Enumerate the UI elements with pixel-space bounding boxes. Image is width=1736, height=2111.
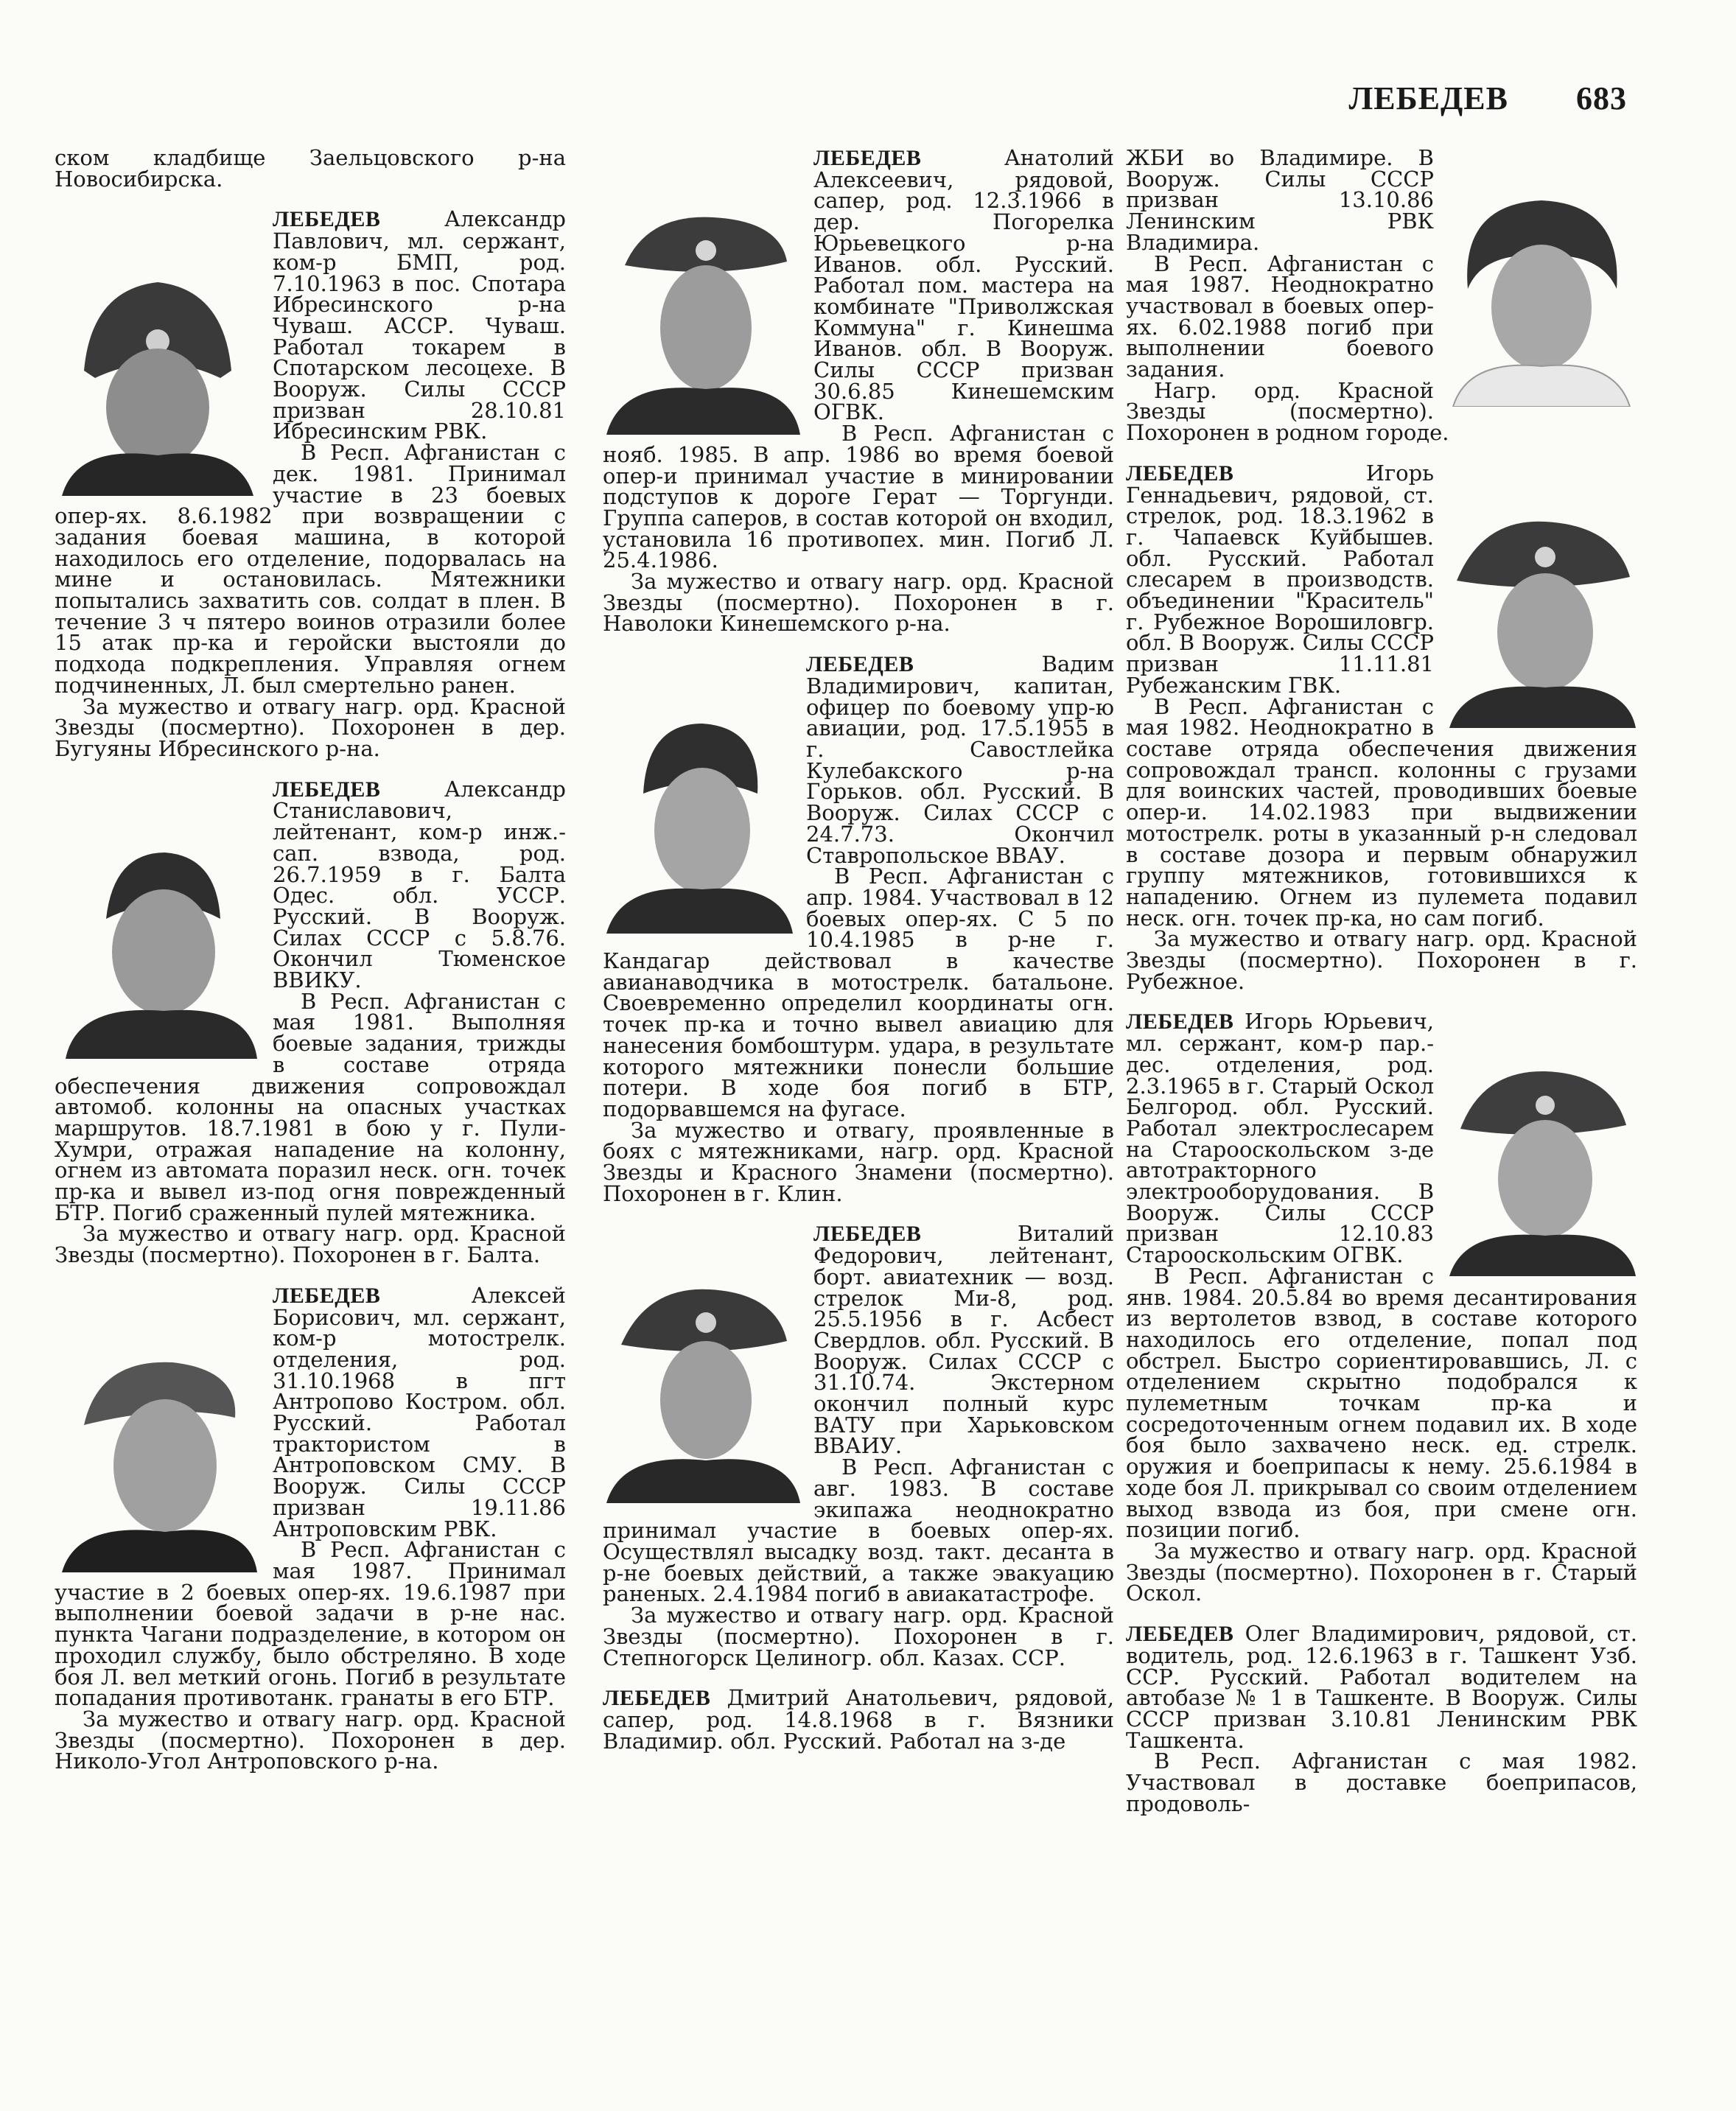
column-2: [603, 147, 1114, 1771]
entry-paragraph: [603, 1685, 1114, 1754]
entry-text: Александр Павлович, мл. сержант, ком-р БМП, род. 7.10.1963 в пос. Спотара Ибресинского р-на Чуваш. АССР. Чуваш. Работал токарем в Спотарском лесоцехе. В Вооруж. Силы СССР призван 28.10.81 Ибресинским РВК.: [273, 206, 566, 444]
entry-paragraph: В Респ. Афганистан с мая 1987. Принимал участие в 2 боевых опер-ях. 19.6.1987 при выполнении боевой задачи в р-не нас. пункта Чагани подразделение, в котором он проходил службу, было обстреляно. В ходе боя Л. вел меткий огонь. Погиб в результате попадания противотанк. гранаты в его БТР.: [55, 1537, 566, 1711]
entry-paragraph: В Респ. Афганистан с мая 1982. Неоднократно в составе отряда обеспечения движения сопровождал трансп. колонны с грузами для воинских частей, проводивших боевые опер-и. 14.02.1983 при выдвижении мотострелк. роты в указанный р-н следовал в составе дозора и первым обнаружил группу мятежников, готовившихся к нападению. Огнем из пулемета подавил неск. огн. точек пр-ка, но сам погиб.: [1126, 693, 1637, 931]
portrait-photo: [1446, 186, 1637, 407]
entry-text: Дмитрий Анатольевич, рядовой, сапер, род. 14.8.1968 в г. Вязники Владимир. обл. Русский. Работал на з-де: [603, 1685, 1114, 1754]
entry-paragraph: За мужество и отвагу нагр. орд. Красной Звезды (посмертно). Похоронен в дер. Бугуяны Ибресинского р-на.: [55, 693, 566, 761]
entry-continuation: [1126, 147, 1637, 444]
entry-paragraph: За мужество и отвагу, проявленные в боях с мятежниками, нагр. орд. Красной Звезды и Красного Знамени (посмертно). Похоронен в г. Клин.: [603, 1117, 1114, 1206]
portrait-photo: [55, 830, 261, 1059]
running-head-title: ЛЕБЕДЕВ: [1348, 80, 1508, 116]
portrait-photo: [55, 1337, 261, 1572]
entry-text: Виталий Федорович, лейтенант, борт. авиатехник — возд. стрелок Ми-8, род. 25.5.1956 в г. Асбест Свердлов. обл. Русский. В Вооруж. Силах СССР с 31.10.74. Экстерном окончил полный курс ВАТУ при Харьковском ВВАИУ.: [813, 1221, 1114, 1459]
entry-lebedev-oleg-vladimirovich: [1126, 1623, 1637, 1814]
portrait-photo: [603, 705, 794, 934]
entry-paragraph: В Респ. Афганистан с мая 1982. Участвовал в доставке боеприпасов, продоволь-: [1126, 1748, 1637, 1816]
entry-paragraph: В Респ. Афганистан с дек. 1981. Принимал участие в 23 боевых опер-ях. 8.6.1982 при возвращении с задания боевая машина, в которой находилось его отделение, подорвалась на мине и остановилась. Мятежники попытались захватить сов. солдат в плен. В течение 3 ч пятеро воинов отразили более 15 атак пр-ка и геройски выстояли до подхода подкрепления. Управляя огнем подчиненных, Л. был смертельно ранен.: [55, 440, 566, 698]
portrait-photo: [603, 199, 802, 435]
entry-paragraph: За мужество и отвагу нагр. орд. Красной Звезды (посмертно). Похоронен в г. Рубежное.: [1126, 926, 1637, 994]
entry-paragraph: В Респ. Афганистан с авг. 1983. В составе экипажа неоднократно принимал участие в боевых опер-ях. Осуществлял высадку возд. такт. десанта в р-не боевых действий, а также эвакуацию раненых. 2.4.1984 погиб в авиакатастрофе.: [603, 1454, 1114, 1607]
entry-text: Александр Станиславович, лейтенант, ком-р инж.-сап. взвода, род. 26.7.1959 в г. Балта Одес. обл. УССР. Русский. В Вооруж. Силах СССР с 5.8.76. Окончил Тюменское ВВИКУ.: [273, 776, 566, 993]
entry-paragraph: [1126, 1623, 1637, 1751]
column-1: [55, 147, 566, 1791]
entry-paragraph: В Респ. Афганистан с мая 1987. Неоднократно участвовал в боевых опер-ях. 6.02.1988 погиб при выполнении боевого задания.: [1126, 251, 1434, 382]
page-number: 683: [1576, 80, 1627, 116]
entry-text: Анатолий Алексеевич, рядовой, сапер, род. 12.3.1966 в дер. Погорелка Юрьевецкого р-на Иванов. обл. Русский. Работал пом. мастера на комбинате "Приволжская Коммуна" г. Кинешма Иванов. обл. В Вооруж. Силы СССР призван 30.6.85 Кинешемским ОГВК.: [813, 145, 1114, 425]
entry-lebedev-aleksey-borisovich: [55, 1282, 566, 1774]
entry-lebedev-vitaliy-fedorovich: [603, 1223, 1114, 1668]
entry-lebedev-aleksandr-stanislavovich: [55, 776, 566, 1268]
entry-paragraph: Нагр. орд. Красной Звезды (посмертно). Похоронен в родном городе.: [1126, 377, 1449, 446]
entry-surname: ЛЕБЕДЕВ: [813, 1222, 922, 1247]
entry-lebedev-igor-gennadevich: [1126, 460, 1637, 994]
entry-continuation: [55, 145, 566, 192]
entry-paragraph: ЖБИ во Владимире. В Вооруж. Силы СССР призван 13.10.86 Ленинским РВК Владимира.: [1126, 145, 1434, 255]
entry-lebedev-aleksandr-pavlovich: [55, 206, 566, 761]
entry-lebedev-igor-yurevich: [1126, 1011, 1637, 1604]
entry-text: Игорь Юрьевич, мл. сержант, ком-р пар.-дес. отделения, род. 2.3.1965 в г. Старый Оскол Белгород. обл. Русский. Работал электрослесарем на Старооскольском з-де автотракторного электрооборудования. В Вооруж. Силы СССР призван 12.10.83 Старооскольским ОГВК.: [1126, 1009, 1434, 1268]
entry-paragraph: За мужество и отвагу нагр. орд. Красной Звезды (посмертно). Похоронен в г. Балта.: [55, 1221, 566, 1268]
entry-lebedev-anatoliy-alekseevich: [603, 145, 1114, 637]
column-3: [1126, 147, 1637, 1833]
entry-paragraph: За мужество и отвагу нагр. орд. Красной Звезды (посмертно). Похоронен в дер. Николо-Угол Антроповского р-на.: [55, 1706, 566, 1774]
portrait-photo: [603, 1275, 802, 1503]
entry-text: Алексей Борисович, мл. сержант, ком-р мотострелк. отделения, род. 31.10.1968 в пгт Антропово Костром. обл. Русский. Работал трактористом в Антроповском СМУ. В Вооруж. Силы СССР призван 19.11.86 Антроповским РВК.: [273, 1282, 566, 1541]
portrait-photo: [1446, 1055, 1637, 1276]
entry-surname: ЛЕБЕДЕВ: [806, 652, 914, 677]
entry-surname: ЛЕБЕДЕВ: [813, 146, 922, 170]
entry-paragraph: В Респ. Афганистан с апр. 1984. Участвовал в 12 боевых опер-ях. С 5 по 10.4.1985 в р-не г. Кандагар действовал в качестве авианаводчика в мотострелк. батальоне. Своевременно определил координаты огн. точек пр-ка и точно вывел авиацию для нанесения бомбоштурм. удара, в результате которого мятежники понесли большие потери. В ходе боя погиб в БТР, подорвавшемся на фугасе.: [603, 864, 1114, 1121]
entry-lebedev-dmitriy-anatolevich: [603, 1685, 1114, 1754]
portrait-photo: [55, 260, 261, 496]
entry-text: Игорь Геннадьевич, рядовой, ст. стрелок, род. 18.3.1962 в г. Чапаевск Куйбышев. обл. Русский. Работал слесарем в производств. объединении "Краситель" г. Рубежное Ворошиловгр. обл. В Вооруж. Силы СССР призван 11.11.81 Рубежанским ГВК.: [1126, 460, 1434, 698]
entry-surname: ЛЕБЕДЕВ: [273, 207, 381, 232]
entry-text: Олег Владимирович, рядовой, ст. водитель, род. 12.6.1963 в г. Ташкент Узб. ССР. Русский. Работал водителем на автобазе № 1 в Ташкенте. В Вооруж. Силы СССР призван 3.10.81 Ленинским РВК Ташкента.: [1126, 1621, 1637, 1753]
entry-paragraph: За мужество и отвагу нагр. орд. Красной Звезды (посмертно). Похоронен в г. Наволоки Кинешемского р-на.: [603, 569, 1114, 637]
entry-text: Вадим Владимирович, капитан, офицер по боевому упр-ю авиации, род. 17.5.1955 в г. Савостлейка Кулебакского р-на Горьков. обл. Русский. В Вооруж. Силах СССР с 24.7.73. Окончил Ставропольское ВВАУ.: [806, 651, 1114, 868]
entry-surname: ЛЕБЕДЕВ: [1126, 1009, 1234, 1035]
entry-surname: ЛЕБЕДЕВ: [273, 1283, 381, 1308]
entry-surname: ЛЕБЕДЕВ: [273, 777, 381, 802]
entry-paragraph: В Респ. Афганистан с мая 1981. Выполняя боевые задания, трижды в составе отряда обеспечения движения сопровождал автомоб. колонны на опасных участках маршрутов. 18.7.1981 в бою у г. Пули-Хумри, отражая нападение на колонну, огнем из автомата поразил неск. огн. точек пр-ка и вывел из-под огня поврежденный БТР. Погиб сраженный пулей мятежника.: [55, 988, 566, 1225]
entry-paragraph: За мужество и отвагу нагр. орд. Красной Звезды (посмертно). Похоронен в г. Степногорск Целиногр. обл. Казах. ССР.: [603, 1603, 1114, 1670]
entry-paragraph: В Респ. Афганистан с нояб. 1985. В апр. 1986 во время боевой опер-и принимал участие в минировании подступов к дороге Герат — Торгунди. Группа саперов, в состав которой он входил, установила 16 противопех. мин. Погиб Л. 25.4.1986.: [603, 421, 1114, 573]
entry-paragraph: В Респ. Афганистан с янв. 1984. 20.5.84 во время десантирования из вертолетов взвод, в составе которого находилось его отделение, попал под обстрел. Быстро сориентировавшись, Л. с отделением скрытно подобрался к пулеметным точкам пр-ка и сосредоточенным огнем подавил их. В ходе боя было захвачено неск. ед. стрелк. оружия и боеприпасы к нему. 25.6.1984 в ходе боя Л. прикрывал со своим отделением выход взвода из боя, при смене огн. позиции погиб.: [1126, 1263, 1637, 1543]
portrait-photo: [1446, 507, 1637, 728]
entry-surname: ЛЕБЕДЕВ: [1126, 1622, 1234, 1647]
entry-paragraph: За мужество и отвагу нагр. орд. Красной Звезды (посмертно). Похоронен в г. Старый Оскол.: [1126, 1538, 1637, 1606]
entry-surname: ЛЕБЕДЕВ: [1126, 461, 1234, 486]
entry-lebedev-vadim-vladimirovich: [603, 651, 1114, 1206]
entry-paragraph: ском кладбище Заельцовского р-на Новосибирска.: [55, 145, 566, 192]
entry-surname: ЛЕБЕДЕВ: [603, 1686, 711, 1711]
running-head: [1348, 80, 1627, 117]
